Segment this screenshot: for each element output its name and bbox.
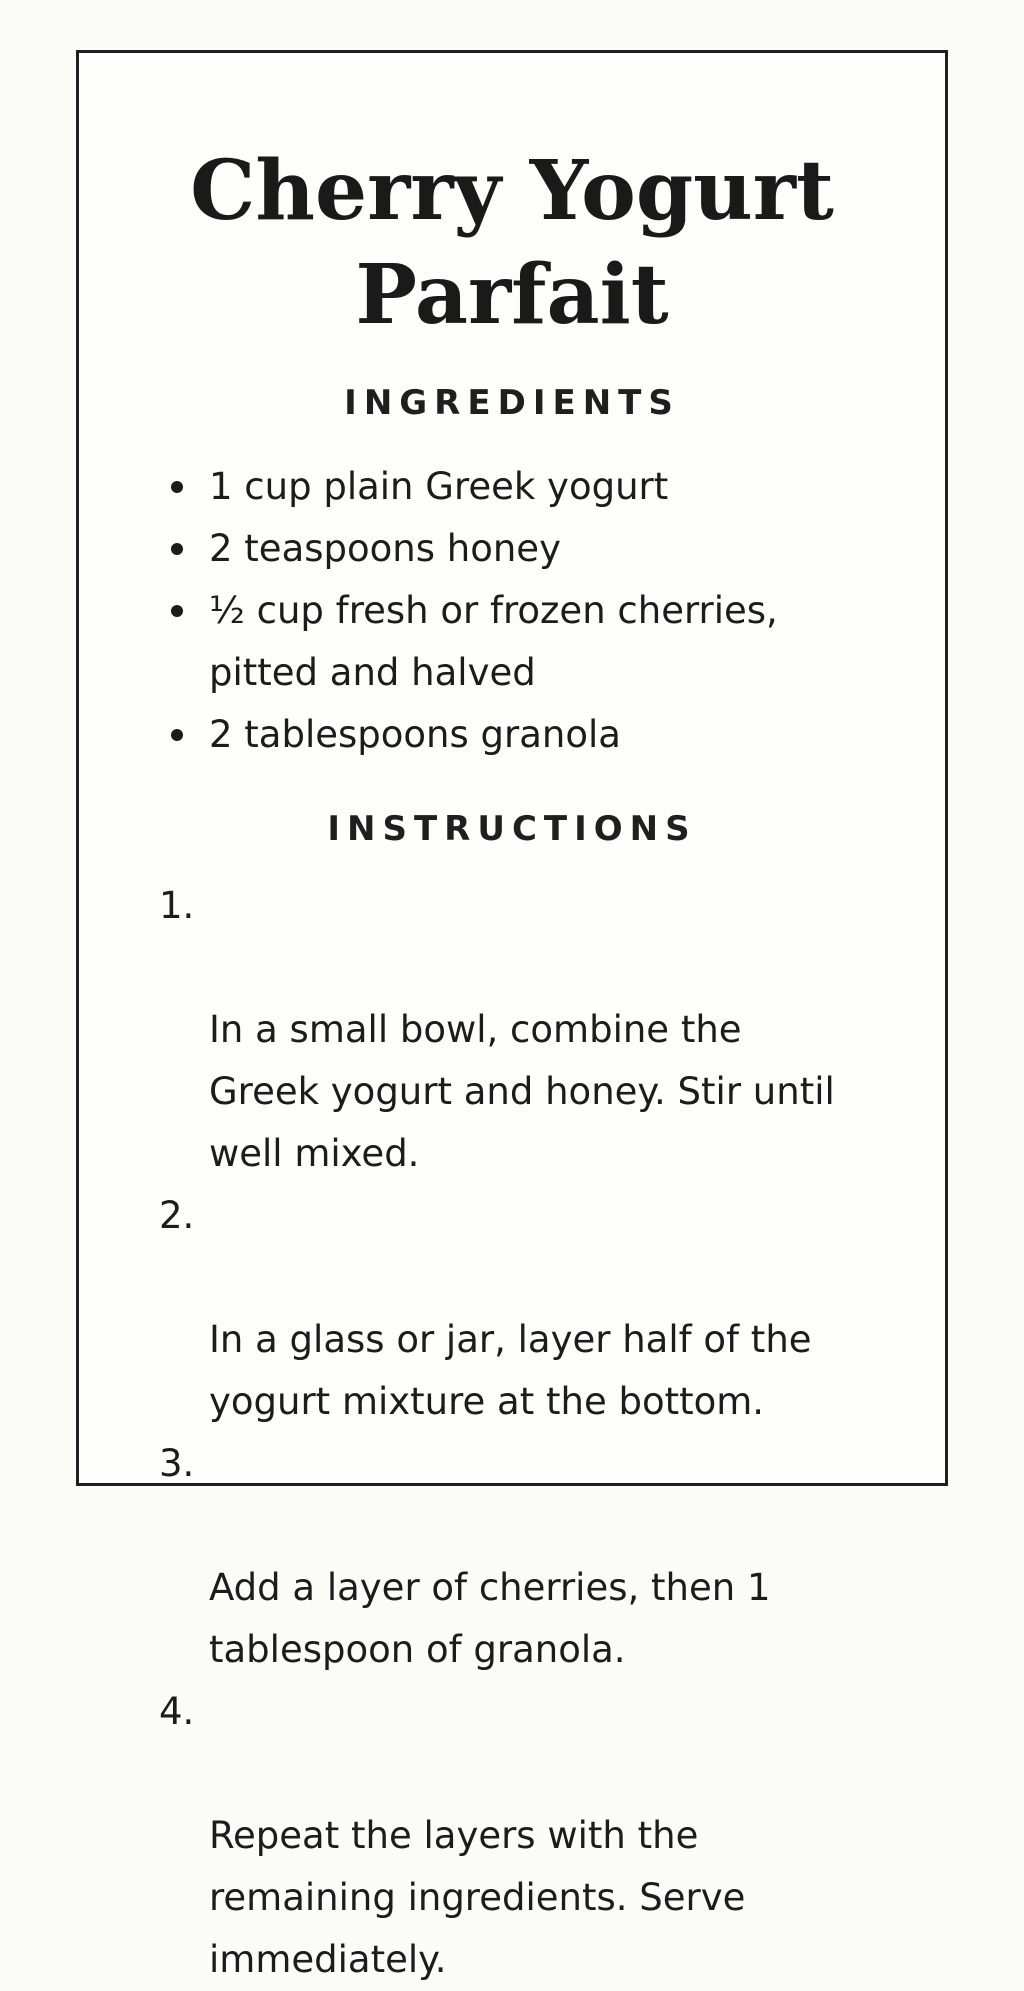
step-text: In a small bowl, combine the Greek yogurt and honey. Stir until well mixed.	[209, 1008, 835, 1175]
instructions-list	[159, 875, 919, 1991]
ingredient-item: ½ cup fresh or frozen cherries, pitted and halved	[209, 580, 909, 704]
instructions-heading: INSTRUCTIONS	[327, 809, 697, 849]
ingredient-item: 2 tablespoons granola	[209, 704, 909, 766]
step-number: 3.	[159, 1442, 195, 1485]
instruction-step	[159, 1433, 919, 1681]
step-text: Repeat the layers with the remaining ingredients. Serve immediately.	[209, 1814, 746, 1981]
recipe-card	[76, 50, 948, 1981]
ingredients-heading: INGREDIENTS	[344, 383, 680, 423]
step-number: 2.	[159, 1194, 195, 1237]
step-number: 1.	[159, 884, 195, 927]
instruction-step	[159, 1185, 919, 1433]
step-text: In a glass or jar, layer half of the yogurt mixture at the bottom.	[209, 1318, 812, 1423]
instruction-step	[159, 1681, 919, 1991]
ingredient-item: 1 cup plain Greek yogurt	[209, 456, 909, 518]
step-text: Add a layer of cherries, then 1 tablespoon of granola.	[209, 1566, 771, 1671]
step-number: 4.	[159, 1690, 195, 1733]
ingredients-list	[209, 456, 909, 766]
ingredient-item: 2 teaspoons honey	[209, 518, 909, 580]
recipe-title: Cherry Yogurt Parfait	[190, 143, 834, 343]
instruction-step	[159, 875, 919, 1185]
